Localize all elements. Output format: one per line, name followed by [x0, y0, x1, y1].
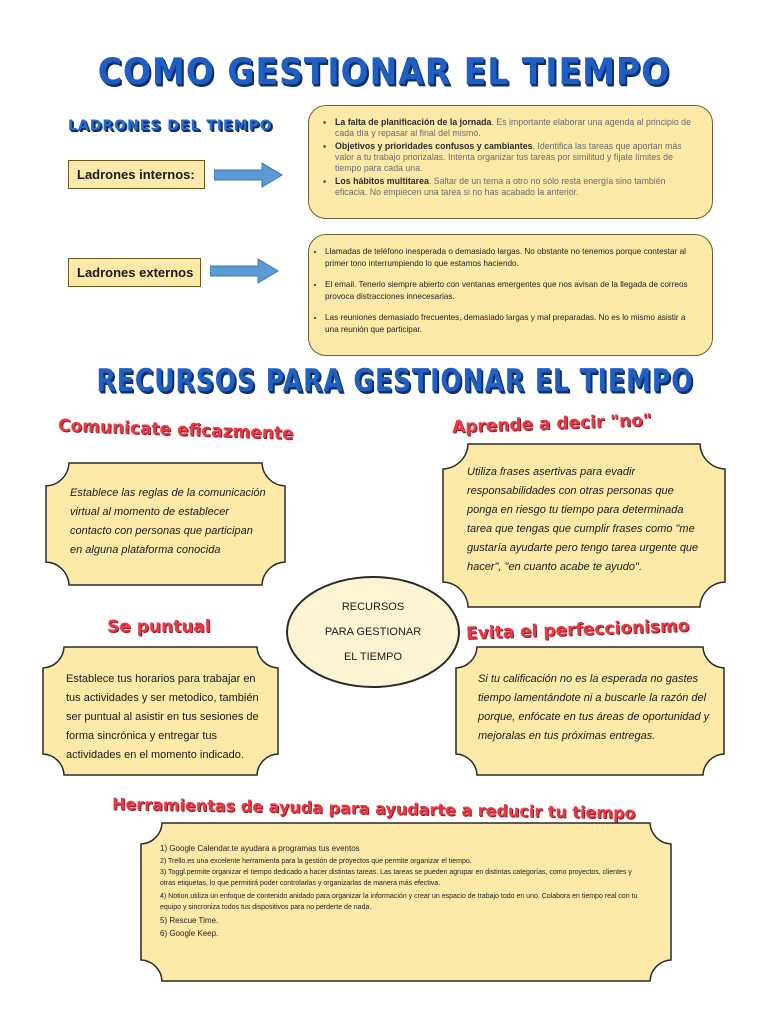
list-item: 5) Rescue Time. — [160, 916, 219, 925]
list-item: • Las reuniones demasiado frecuentes, demasiado largas y mal preparadas. No es lo mismo asistir a una reunión que participar. — [325, 312, 700, 336]
ladrones-externos-box — [308, 234, 713, 356]
externos-list — [315, 246, 700, 336]
list-item: • Los hábitos multitarea. Saltar de un tema a otro no sólo resta energía sino también eficacia. No empiecen una tarea si no has acabado la anterior. — [335, 176, 700, 198]
perfeccionismo-text: Si tu calificación no es la esperada no gastes tiempo lamentándote ni a buscarle la razón del porque, enfócate en tus áreas de oportunidad y mejoralas en tus próximas entregas. — [478, 673, 710, 742]
list-item: 1) Google Calendar.te ayudara a programas tus eventos — [160, 844, 360, 853]
list-item: 6) Google Keep. — [160, 928, 219, 938]
list-item: 3) Toggl.permite organizar el tiempo dedicado a hacer distintas tareas. Las tareas se pueden agrupar en distintas categorías, como proyectos, clientes y otras etiquetas, lo que permitirá poder controlarlas y organizarlas de manera más efectiva. — [160, 869, 632, 887]
arrow-right-icon — [214, 162, 284, 188]
list-item: 4) Notion.utiliza un enfoque de contenido anidado para organizar la información y crear un espacio de trabajo todo en uno. Colabora en tiempo real con tu equipo y sincroniza todos tus dispositivos para no perderte de nada. — [160, 893, 638, 911]
arrow-right-icon — [210, 258, 280, 284]
internos-list — [319, 117, 700, 198]
ladrones-internos-label: Ladrones internos: — [68, 160, 205, 189]
puntual-heading: Se puntual — [107, 617, 211, 637]
list-item: • La falta de planificación de la jornada. Es importante elaborar una agenda al principio de cada día y repasar al final del mismo. — [335, 117, 700, 139]
recursos-title: RECURSOS PARA GESTIONAR EL TIEMPO — [96, 362, 694, 399]
herramientas-heading: Herramientas de ayuda para ayudarte a reducir tu tiempo — [111, 794, 636, 823]
perfeccionismo-heading: Evita el perfeccionismo — [465, 616, 690, 644]
herramientas-list — [160, 843, 642, 940]
oval-line-3: EL TIEMPO — [343, 650, 403, 663]
ladrones-internos-box — [308, 105, 713, 219]
comunicate-heading: Comunicate eficazmente — [57, 415, 294, 445]
list-item: • Objetivos y prioridades confusos y cambiantes. Identifica las tareas que aportan más valor a tu trabajo priorizalas. Intenta organizar tus tareas por similitud y fíjate límites de tiempo para cada una. — [335, 141, 700, 174]
center-oval — [286, 576, 460, 688]
ladrones-heading: LADRONES DEL TIEMPO — [68, 118, 273, 134]
aprende-text: Utiliza frases asertivas para evadir responsabilidades con otras personas que ponga en riesgo tu tiempo para determinada tarea que tengas que cumplir frases como "me gustaría ayudarte pero tengo tarea urgente que hacer", "en cuanto acabe te ayudo". — [467, 466, 699, 573]
page-title: COMO GESTIONAR EL TIEMPO — [97, 50, 671, 93]
list-item: • El email. Tenerlo siempre abierto con ventanas emergentes que nos avisan de la llegada de correos provoca distracciones innecesarias. — [325, 279, 700, 303]
comunicate-text: Establece las reglas de la comunicación virtual al momento de establecer contacto con personas que participan en alguna plataforma conocida — [70, 487, 266, 556]
puntual-text: Establece tus horarios para trabajar en tus actividades y ser metodico, también ser puntual al asistir en tus sesiones de forma sincrónica y entregar tus actividades en el momento indicado. — [66, 673, 259, 761]
oval-line-2: PARA GESTIONAR — [324, 625, 422, 638]
oval-line-1: RECURSOS — [341, 600, 405, 613]
list-item: 2) Trello.es una excelente herramienta para la gestión de proyectos que permite organizar el tiempo. — [160, 857, 472, 865]
list-item: • Llamadas de teléfono inesperada o demasiado largas. No obstante no tenemos porque contestar al primer tono interrumpiendo lo que estamos haciendo. — [325, 246, 700, 270]
ladrones-externos-label: Ladrones externos — [68, 258, 201, 287]
aprende-heading: Aprende a decir "no" — [451, 410, 653, 438]
